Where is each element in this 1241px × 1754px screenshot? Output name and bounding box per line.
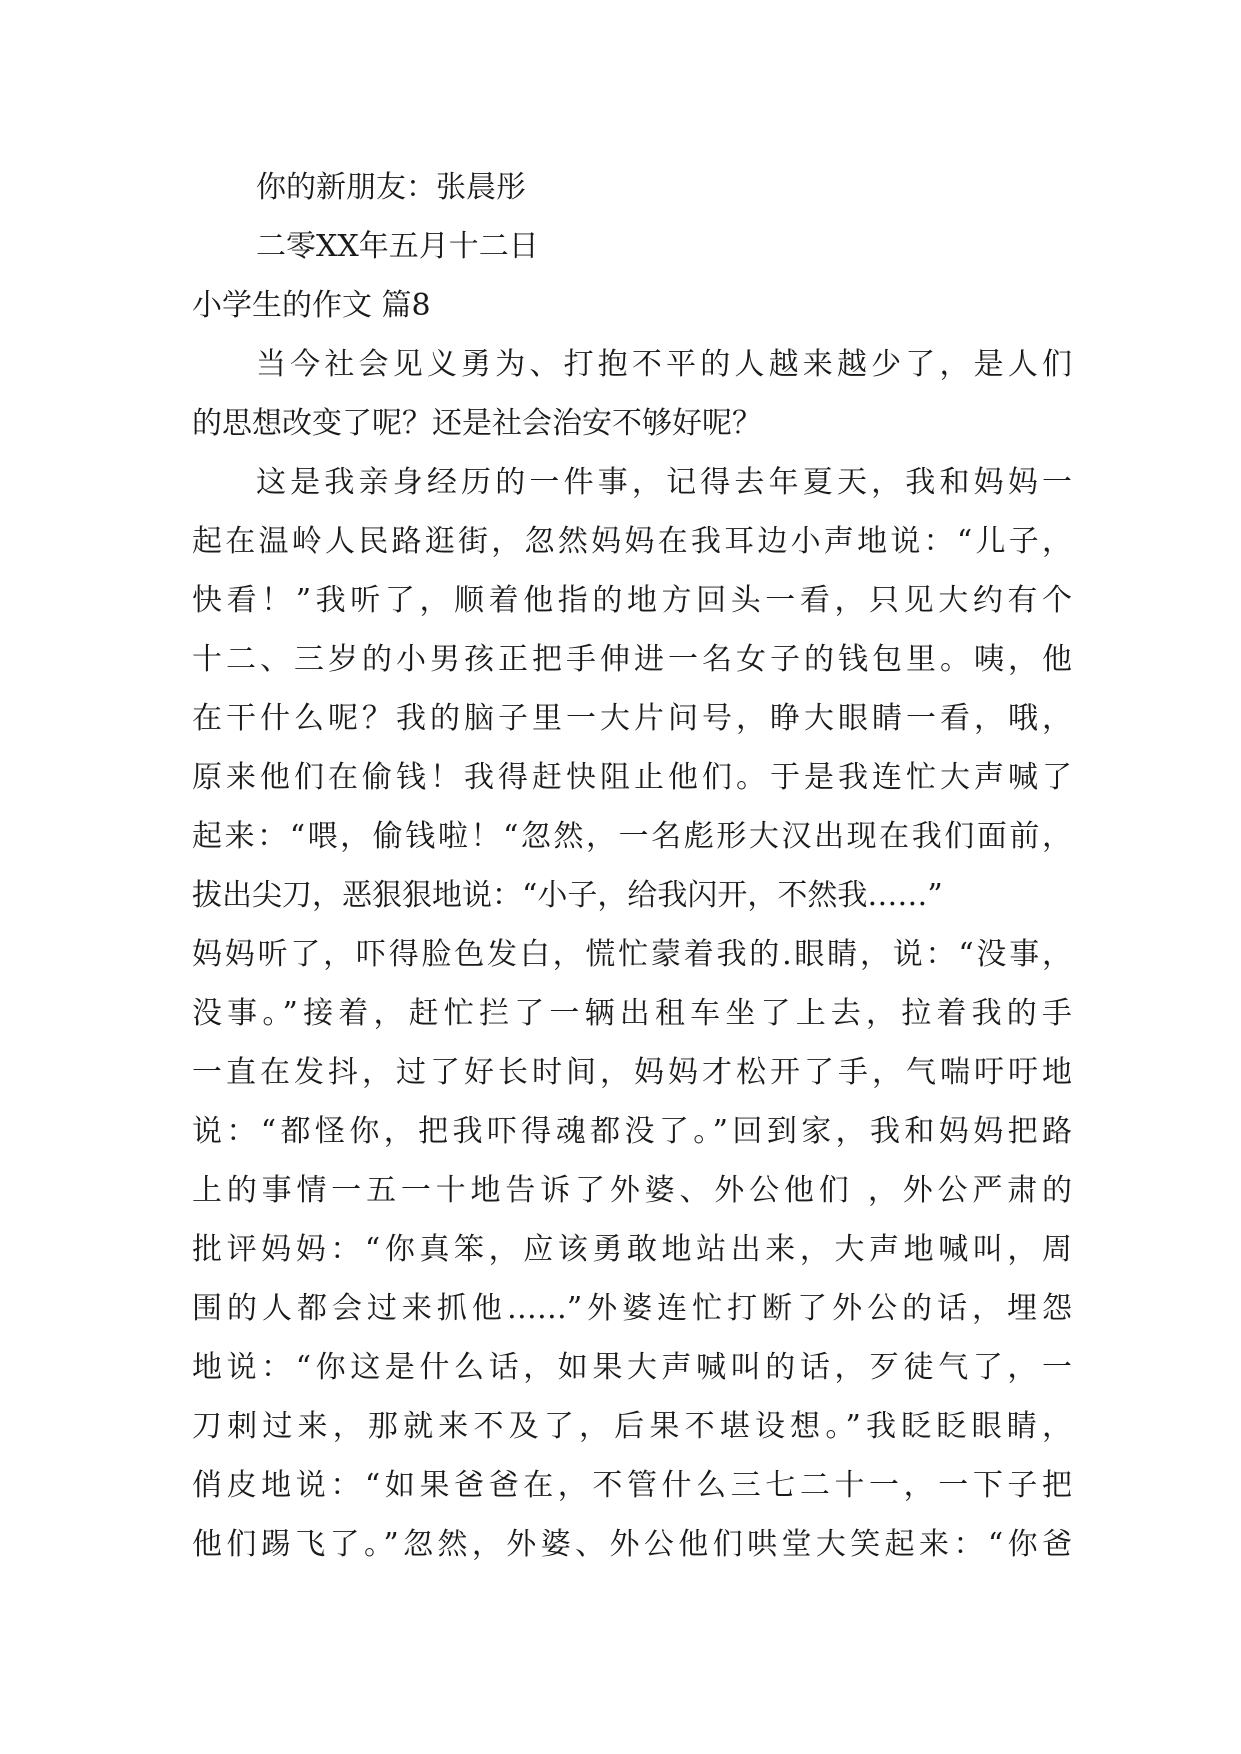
signature-sender: 你的新朋友：张晨彤 xyxy=(256,170,526,205)
paragraph-line: 妈妈听了，吓得脸色发白，慌忙蒙着我的.眼睛，说：“没事， xyxy=(192,937,1072,972)
paragraph-story xyxy=(192,453,1072,1574)
paragraph-line: 的思想改变了呢？还是社会治安不够好呢？ xyxy=(192,406,762,441)
paragraph-line: 在干什么呢？我的脑子里一大片问号，睁大眼睛一看，哦， xyxy=(192,701,1072,736)
document-body xyxy=(192,158,1072,1574)
paragraph-line: 这是我亲身经历的一件事，记得去年夏天，我和妈妈一 xyxy=(256,465,1072,500)
paragraph-line: 当今社会见义勇为、打抱不平的人越来越少了，是人们 xyxy=(256,347,1072,382)
paragraph-line: 起在温岭人民路逛街，忽然妈妈在我耳边小声地说：“儿子， xyxy=(192,524,1072,559)
paragraph-line: 上的事情一五一十地告诉了外婆、外公他们 ，外公严肃的 xyxy=(192,1173,1072,1208)
section-title: 小学生的作文 篇8 xyxy=(192,288,431,323)
paragraph-line: 他们踢飞了。”忽然，外婆、外公他们哄堂大笑起来：“你爸 xyxy=(192,1527,1072,1562)
paragraph-line: 十二、三岁的小男孩正把手伸进一名女子的钱包里。咦，他 xyxy=(192,642,1072,677)
section-heading xyxy=(192,276,1072,335)
paragraph-line: 批评妈妈：“你真笨，应该勇敢地站出来，大声地喊叫，周 xyxy=(192,1232,1072,1267)
paragraph-line: 俏皮地说：“如果爸爸在，不管什么三七二十一，一下子把 xyxy=(192,1468,1072,1503)
paragraph-line: 地说：“你这是什么话，如果大声喊叫的话，歹徒气了，一 xyxy=(192,1350,1072,1385)
paragraph-intro xyxy=(192,335,1072,453)
paragraph-line: 快看！”我听了，顺着他指的地方回头一看，只见大约有个 xyxy=(192,583,1072,618)
paragraph-line: 没事。”接着，赶忙拦了一辆出租车坐了上去，拉着我的手 xyxy=(192,996,1072,1031)
paragraph-line: 原来他们在偷钱！我得赶快阻止他们。于是我连忙大声喊了 xyxy=(192,760,1072,795)
paragraph-line: 拔出尖刀，恶狠狠地说：“小子，给我闪开，不然我……” xyxy=(192,878,943,913)
paragraph-line: 一直在发抖，过了好长时间，妈妈才松开了手，气喘吁吁地 xyxy=(192,1055,1072,1090)
paragraph-line: 围的人都会过来抓他……”外婆连忙打断了外公的话，埋怨 xyxy=(192,1291,1072,1326)
paragraph-line: 起来：“喂，偷钱啦！“忽然，一名彪形大汉出现在我们面前， xyxy=(192,819,1072,854)
signature-date: 二零XX年五月十二日 xyxy=(256,229,539,264)
letter-signature xyxy=(192,158,1072,276)
paragraph-line: 刀刺过来，那就来不及了，后果不堪设想。”我眨眨眼睛， xyxy=(192,1409,1072,1444)
paragraph-line: 说：“都怪你，把我吓得魂都没了。”回到家，我和妈妈把路 xyxy=(192,1114,1072,1149)
